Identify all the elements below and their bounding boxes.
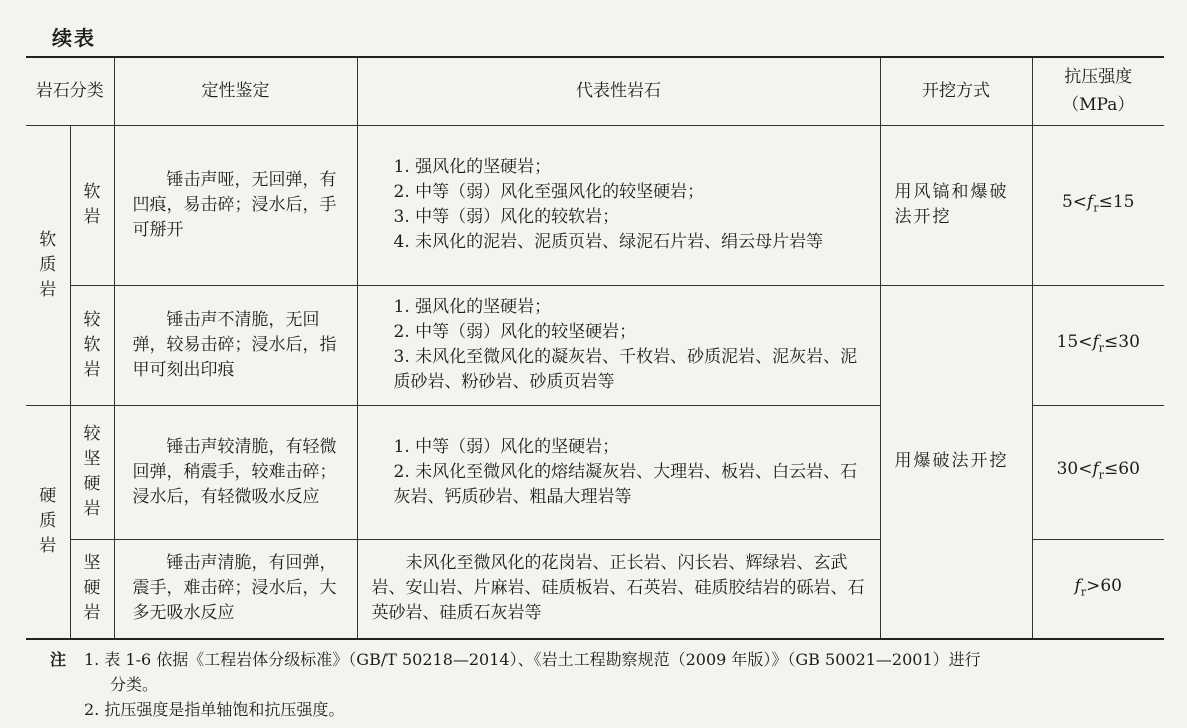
rep-item: 1. 中等（弱）风化的坚硬岩； xyxy=(393,436,620,457)
group-hard-rock xyxy=(26,405,70,639)
strength-symbol: f xyxy=(1087,191,1094,212)
strength-low: 15< xyxy=(1056,331,1093,352)
note-2: 2. 抗压强度是指单轴饱和抗压强度。 xyxy=(84,700,345,719)
strength-symbol: f xyxy=(1092,458,1099,479)
rep-item: 3. 未风化至微风化的凝灰岩、千枚岩、砂质泥岩、泥灰岩、泥质砂岩、粉砂岩、砂质页岩等 xyxy=(393,347,858,392)
rep-item: 2. 中等（弱）风化的较坚硬岩； xyxy=(393,322,637,342)
representative-cell xyxy=(357,405,880,539)
subclass-cell xyxy=(70,285,114,405)
subclass-cell xyxy=(70,539,114,639)
strength-sub: r xyxy=(1093,201,1099,215)
table-row xyxy=(26,285,1164,405)
header-strength xyxy=(1032,57,1164,125)
group-char: 质 xyxy=(39,511,57,532)
strength-high: ≤30 xyxy=(1104,331,1140,352)
qualitative-cell: 锤击声较清脆，有轻微回弹，稍震手，较难击碎；浸水后，有轻微吸水反应 xyxy=(114,405,357,539)
group-char: 软 xyxy=(39,229,57,250)
group-soft-rock xyxy=(26,125,70,405)
table-row xyxy=(26,125,1164,285)
subclass-char: 岩 xyxy=(83,603,101,624)
subclass-char: 岩 xyxy=(83,359,101,380)
rep-item: 2. 未风化至微风化的熔结凝灰岩、大理岩、板岩、白云岩、石灰岩、钙质砂岩、粗晶大理岩等 xyxy=(393,461,858,507)
note-1: 1. 表 1-6 依据《工程岩体分级标准》（GB/T 50218—2014）、《岩土工程勘察规范（2009 年版）》（GB 50021—2001）进行 xyxy=(84,650,981,669)
subclass-char: 岩 xyxy=(83,499,101,519)
strength-symbol: f xyxy=(1074,575,1081,596)
strength-cell xyxy=(1032,285,1164,405)
strength-sub: r xyxy=(1080,584,1087,598)
group-char: 质 xyxy=(39,254,57,275)
header-excavation: 开挖方式 xyxy=(880,57,1032,125)
qualitative-cell: 锤击声哑，无回弹，有凹痕，易击碎；浸水后，手可掰开 xyxy=(114,125,357,285)
group-char: 岩 xyxy=(39,279,57,300)
strength-cell xyxy=(1032,539,1164,639)
strength-sub: r xyxy=(1098,468,1105,482)
subclass-char: 软 xyxy=(83,334,101,355)
header-rock-class: 岩石分类 xyxy=(26,57,114,125)
rep-item: 3. 中等（弱）风化的较软岩； xyxy=(393,207,620,227)
representative-cell xyxy=(357,539,880,639)
subclass-char: 坚 xyxy=(83,449,101,469)
excavation-method-cell: 用爆破法开挖 xyxy=(880,285,1032,639)
page-title: 续表 xyxy=(52,26,96,50)
strength-high: ≤15 xyxy=(1098,191,1135,212)
subclass-char: 岩 xyxy=(83,207,101,227)
strength-cell xyxy=(1032,405,1164,539)
qualitative-cell: 锤击声不清脆，无回弹，较易击碎；浸水后，指甲可刻出印痕 xyxy=(114,285,357,405)
representative-cell xyxy=(357,125,880,285)
header-strength-line1: 抗压强度 xyxy=(1064,67,1133,88)
subclass-cell xyxy=(70,125,114,285)
group-char: 硬 xyxy=(39,486,57,507)
strength-sub: r xyxy=(1098,341,1105,355)
rep-item: 1. 强风化的坚硬岩； xyxy=(393,297,552,317)
excavation-method-cell: 用风镐和爆破法开挖 xyxy=(880,125,1032,285)
subclass-char: 硬 xyxy=(83,474,101,494)
subclass-char: 较 xyxy=(83,309,101,330)
strength-high: ≤60 xyxy=(1104,458,1140,479)
rep-item: 2. 中等（弱）风化至强风化的较坚硬岩； xyxy=(393,182,705,202)
strength-low: 5< xyxy=(1061,191,1088,212)
strength-high: >60 xyxy=(1086,575,1122,596)
representative-cell xyxy=(357,285,880,405)
subclass-char: 较 xyxy=(83,424,101,444)
notes-label: 注 xyxy=(50,650,67,669)
strength-low: 30< xyxy=(1056,458,1093,479)
table-notes xyxy=(50,647,1170,722)
header-row xyxy=(26,57,1164,125)
header-strength-line2: （MPa） xyxy=(1062,95,1135,116)
subclass-char: 硬 xyxy=(83,578,101,599)
header-representative: 代表性岩石 xyxy=(357,57,880,125)
note-1-continued: 分类。 xyxy=(110,675,159,694)
strength-cell xyxy=(1032,125,1164,285)
rep-item: 1. 强风化的坚硬岩； xyxy=(393,157,552,177)
header-qualitative: 定性鉴定 xyxy=(114,57,357,125)
group-char: 岩 xyxy=(39,536,57,557)
subclass-cell xyxy=(70,405,114,539)
rock-classification-table xyxy=(26,56,1164,640)
rep-item: 未风化至微风化的花岗岩、正长岩、闪长岩、辉绿岩、玄武岩、安山岩、片麻岩、硅质板岩、石英岩、硅质胶结岩的砾岩、石英砂岩、硅质石灰岩等 xyxy=(371,553,865,624)
subclass-char: 软 xyxy=(83,182,101,202)
qualitative-cell: 锤击声清脆，有回弹，震手，难击碎；浸水后，大多无吸水反应 xyxy=(114,539,357,639)
strength-symbol: f xyxy=(1092,331,1099,352)
rep-item: 4. 未风化的泥岩、泥质页岩、绿泥石片岩、绢云母片岩等 xyxy=(393,232,824,252)
subclass-char: 坚 xyxy=(83,553,101,574)
